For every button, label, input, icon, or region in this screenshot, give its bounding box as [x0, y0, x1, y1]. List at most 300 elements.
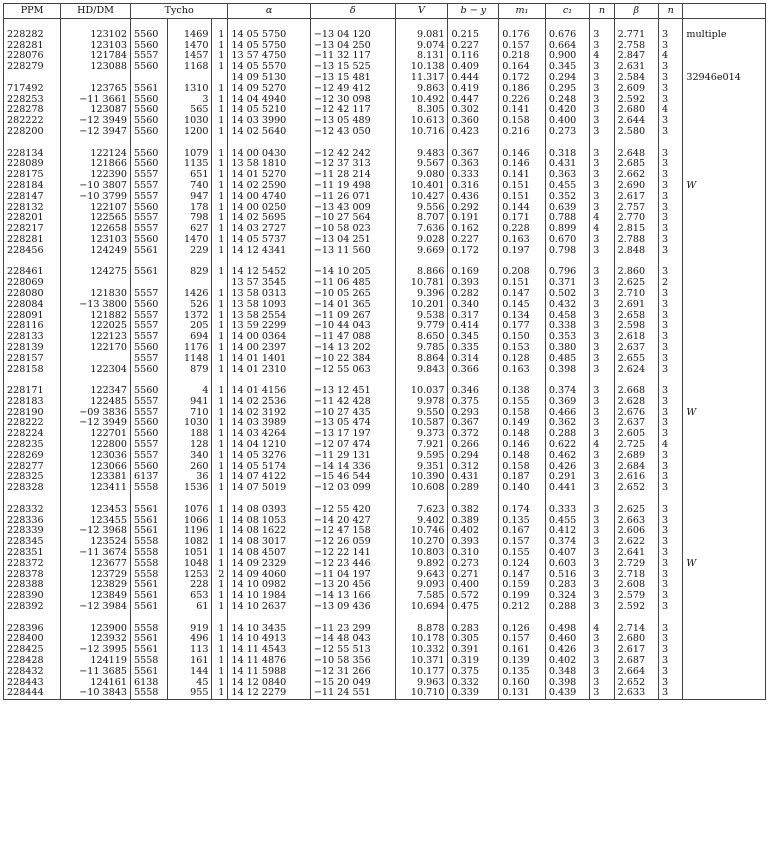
cell-tycho-zone: 5557 — [130, 170, 167, 181]
cell-tycho-zone: 5557 — [130, 51, 167, 62]
cell-tycho-number: 694 — [168, 332, 212, 343]
cell-tycho-component: 1 — [212, 95, 228, 106]
cell-b-y: 0.423 — [448, 127, 499, 138]
cell-v-mag: 8.131 — [395, 51, 448, 62]
cell-hd-dm: 123103 — [61, 41, 131, 52]
cell-m1: 0.157 — [499, 537, 546, 548]
cell-m1: 0.155 — [499, 548, 546, 559]
cell-v-mag: 9.538 — [395, 311, 448, 322]
cell-tycho-component: 1 — [212, 84, 228, 95]
cell-c1: 0.502 — [545, 289, 589, 300]
cell-beta: 2.652 — [614, 483, 658, 494]
cell-n1: 3 — [590, 483, 614, 494]
cell-hd-dm — [61, 354, 131, 365]
cell-alpha: 13 59 2299 — [228, 321, 311, 332]
cell-delta: −12 03 099 — [310, 483, 395, 494]
cell-c1: 0.431 — [545, 159, 589, 170]
cell-m1: 0.158 — [499, 408, 546, 419]
table-row — [4, 267, 766, 278]
spacer-cell — [614, 257, 658, 268]
cell-note — [683, 645, 766, 656]
table-row — [4, 41, 766, 52]
cell-hd-dm — [61, 73, 131, 84]
table-row — [4, 213, 766, 224]
cell-m1: 0.128 — [499, 354, 546, 365]
cell-note — [683, 537, 766, 548]
cell-hd-dm: 121784 — [61, 51, 131, 62]
col-beta-header: β — [614, 4, 658, 19]
table-row — [4, 516, 766, 527]
cell-m1: 0.146 — [499, 440, 546, 451]
cell-v-mag: 9.402 — [395, 516, 448, 527]
cell-b-y: 0.372 — [448, 429, 499, 440]
spacer-cell — [614, 138, 658, 149]
col-c1-header: c₁ — [545, 4, 589, 19]
spacer-cell — [228, 257, 311, 268]
cell-n2: 3 — [659, 95, 683, 106]
cell-v-mag: 10.746 — [395, 526, 448, 537]
cell-n2: 3 — [659, 526, 683, 537]
cell-v-mag: 7.623 — [395, 505, 448, 516]
table-row — [4, 397, 766, 408]
cell-tycho-zone: 5561 — [130, 580, 167, 591]
cell-ppm: 228084 — [4, 300, 61, 311]
cell-n2: 3 — [659, 591, 683, 602]
cell-v-mag: 7.921 — [395, 440, 448, 451]
cell-b-y: 0.293 — [448, 408, 499, 419]
cell-delta: −12 55 063 — [310, 365, 395, 376]
cell-b-y: 0.375 — [448, 397, 499, 408]
cell-hd-dm: 123453 — [61, 505, 131, 516]
cell-b-y: 0.375 — [448, 667, 499, 678]
cell-alpha: 14 10 4913 — [228, 634, 311, 645]
cell-b-y: 0.572 — [448, 591, 499, 602]
cell-beta: 2.622 — [614, 537, 658, 548]
cell-tycho-component: 1 — [212, 354, 228, 365]
cell-n1: 3 — [590, 30, 614, 41]
cell-n1: 3 — [590, 41, 614, 52]
cell-n2: 3 — [659, 645, 683, 656]
cell-beta: 2.710 — [614, 289, 658, 300]
cell-tycho-number: 1048 — [168, 559, 212, 570]
header-row — [4, 4, 766, 19]
cell-n1: 3 — [590, 656, 614, 667]
spacer-cell — [683, 19, 766, 30]
spacer-cell — [499, 613, 546, 624]
cell-hd-dm: 124275 — [61, 267, 131, 278]
cell-v-mag: 10.427 — [395, 192, 448, 203]
cell-tycho-zone: 5557 — [130, 224, 167, 235]
cell-tycho-zone: 5557 — [130, 181, 167, 192]
cell-tycho-zone — [130, 73, 167, 84]
cell-c1: 0.363 — [545, 170, 589, 181]
cell-hd-dm: 124249 — [61, 246, 131, 257]
cell-alpha: 14 00 2397 — [228, 343, 311, 354]
cell-alpha: 14 07 4122 — [228, 472, 311, 483]
cell-n2: 3 — [659, 602, 683, 613]
cell-n1: 3 — [590, 311, 614, 322]
cell-alpha: 14 09 5270 — [228, 84, 311, 95]
table-row — [4, 386, 766, 397]
cell-tycho-number: 1200 — [168, 127, 212, 138]
cell-hd-dm — [61, 278, 131, 289]
cell-n2: 4 — [659, 440, 683, 451]
cell-note — [683, 451, 766, 462]
cell-note — [683, 580, 766, 591]
cell-tycho-zone: 6137 — [130, 472, 167, 483]
cell-n1: 3 — [590, 84, 614, 95]
cell-delta: −11 24 551 — [310, 688, 395, 699]
cell-n1: 3 — [590, 634, 614, 645]
cell-v-mag: 10.371 — [395, 656, 448, 667]
cell-tycho-number: 4 — [168, 386, 212, 397]
cell-v-mag: 10.270 — [395, 537, 448, 548]
cell-b-y: 0.316 — [448, 181, 499, 192]
cell-alpha: 14 01 4156 — [228, 386, 311, 397]
cell-delta: −11 28 214 — [310, 170, 395, 181]
spacer-cell — [395, 375, 448, 386]
table-row — [4, 181, 766, 192]
cell-b-y: 0.345 — [448, 332, 499, 343]
table-row — [4, 440, 766, 451]
cell-n2: 3 — [659, 30, 683, 41]
cell-b-y: 0.227 — [448, 235, 499, 246]
cell-tycho-component: 2 — [212, 570, 228, 581]
cell-hd-dm: −11 3661 — [61, 95, 131, 106]
cell-n1: 3 — [590, 127, 614, 138]
cell-tycho-zone: 5557 — [130, 321, 167, 332]
table-row — [4, 62, 766, 73]
cell-v-mag: 9.351 — [395, 462, 448, 473]
cell-tycho-component: 1 — [212, 537, 228, 548]
cell-n2: 3 — [659, 267, 683, 278]
cell-m1: 0.216 — [499, 127, 546, 138]
cell-c1: 0.295 — [545, 84, 589, 95]
cell-tycho-component: 1 — [212, 62, 228, 73]
cell-beta: 2.788 — [614, 235, 658, 246]
cell-note — [683, 224, 766, 235]
cell-m1: 0.199 — [499, 591, 546, 602]
cell-note: 32946e014 — [683, 73, 766, 84]
cell-n2: 3 — [659, 311, 683, 322]
cell-hd-dm: −12 3949 — [61, 116, 131, 127]
cell-delta: −12 22 141 — [310, 548, 395, 559]
cell-c1: 0.283 — [545, 580, 589, 591]
cell-b-y: 0.319 — [448, 656, 499, 667]
table-row — [4, 645, 766, 656]
cell-note — [683, 688, 766, 699]
cell-hd-dm: 123066 — [61, 462, 131, 473]
cell-ppm: 228253 — [4, 95, 61, 106]
spacer-cell — [310, 257, 395, 268]
cell-n1: 3 — [590, 537, 614, 548]
cell-tycho-zone: 5558 — [130, 688, 167, 699]
spacer-cell — [4, 138, 61, 149]
cell-alpha: 14 01 5270 — [228, 170, 311, 181]
cell-m1: 0.124 — [499, 559, 546, 570]
table-row — [4, 365, 766, 376]
cell-tycho-number: 710 — [168, 408, 212, 419]
cell-delta: −12 55 420 — [310, 505, 395, 516]
cell-ppm: 228116 — [4, 321, 61, 332]
table-row — [4, 418, 766, 429]
cell-hd-dm: 122565 — [61, 213, 131, 224]
cell-beta: 2.680 — [614, 634, 658, 645]
cell-tycho-zone: 6138 — [130, 678, 167, 689]
cell-alpha: 14 00 0430 — [228, 149, 311, 160]
spacer-cell — [395, 138, 448, 149]
cell-ppm: 228269 — [4, 451, 61, 462]
cell-delta: −15 46 544 — [310, 472, 395, 483]
cell-tycho-zone — [130, 278, 167, 289]
cell-alpha: 14 11 4543 — [228, 645, 311, 656]
cell-n1: 4 — [590, 624, 614, 635]
col-delta-header: δ — [310, 4, 395, 19]
cell-c1: 0.622 — [545, 440, 589, 451]
cell-hd-dm: −10 3807 — [61, 181, 131, 192]
cell-tycho-number: 955 — [168, 688, 212, 699]
spacer-cell — [395, 19, 448, 30]
cell-b-y: 0.389 — [448, 516, 499, 527]
table-row — [4, 116, 766, 127]
cell-n1: 3 — [590, 235, 614, 246]
cell-b-y: 0.335 — [448, 343, 499, 354]
cell-note: W — [683, 408, 766, 419]
cell-tycho-number: 1082 — [168, 537, 212, 548]
cell-c1: 0.460 — [545, 634, 589, 645]
cell-m1: 0.126 — [499, 624, 546, 635]
spacer-cell — [499, 138, 546, 149]
cell-tycho-zone: 5561 — [130, 84, 167, 95]
cell-delta: −13 09 436 — [310, 602, 395, 613]
cell-note — [683, 354, 766, 365]
cell-m1: 0.164 — [499, 62, 546, 73]
cell-tycho-number: 1135 — [168, 159, 212, 170]
cell-delta: −14 48 043 — [310, 634, 395, 645]
cell-tycho-zone: 5558 — [130, 537, 167, 548]
cell-alpha: 14 12 4341 — [228, 246, 311, 257]
cell-hd-dm: 123524 — [61, 537, 131, 548]
cell-ppm: 228076 — [4, 51, 61, 62]
cell-tycho-component: 1 — [212, 105, 228, 116]
cell-tycho-number: 1253 — [168, 570, 212, 581]
table-row — [4, 278, 766, 289]
cell-b-y: 0.414 — [448, 321, 499, 332]
spacer-cell — [395, 613, 448, 624]
cell-c1: 0.398 — [545, 678, 589, 689]
cell-v-mag: 8.864 — [395, 354, 448, 365]
cell-c1: 0.441 — [545, 483, 589, 494]
cell-alpha: 14 05 5174 — [228, 462, 311, 473]
cell-v-mag: 9.843 — [395, 365, 448, 376]
cell-n2: 4 — [659, 105, 683, 116]
cell-hd-dm: 122658 — [61, 224, 131, 235]
cell-alpha: 14 05 3276 — [228, 451, 311, 462]
cell-tycho-number: 228 — [168, 580, 212, 591]
cell-delta: −11 32 117 — [310, 51, 395, 62]
spacer-cell — [448, 138, 499, 149]
cell-delta: −11 06 485 — [310, 278, 395, 289]
spacer-cell — [310, 494, 395, 505]
cell-c1: 0.407 — [545, 548, 589, 559]
cell-note — [683, 418, 766, 429]
cell-tycho-zone: 5560 — [130, 149, 167, 160]
cell-hd-dm: −09 3836 — [61, 408, 131, 419]
cell-delta: −10 27 435 — [310, 408, 395, 419]
cell-beta: 2.725 — [614, 440, 658, 451]
spacer-cell — [4, 19, 61, 30]
photometry-table — [3, 3, 766, 700]
cell-n1: 4 — [590, 213, 614, 224]
cell-n2: 3 — [659, 397, 683, 408]
cell-n1: 3 — [590, 321, 614, 332]
cell-tycho-number: 113 — [168, 645, 212, 656]
cell-c1: 0.402 — [545, 656, 589, 667]
spacer-cell — [130, 613, 167, 624]
cell-tycho-number: 1470 — [168, 41, 212, 52]
spacer-cell — [499, 375, 546, 386]
cell-note — [683, 267, 766, 278]
cell-v-mag: 9.080 — [395, 170, 448, 181]
cell-tycho-zone: 5560 — [130, 203, 167, 214]
table-row — [4, 84, 766, 95]
cell-n2: 3 — [659, 418, 683, 429]
spacer-cell — [499, 19, 546, 30]
cell-beta: 2.617 — [614, 192, 658, 203]
cell-tycho-zone: 5558 — [130, 483, 167, 494]
cell-v-mag: 10.613 — [395, 116, 448, 127]
cell-tycho-zone: 5557 — [130, 354, 167, 365]
cell-beta: 2.757 — [614, 203, 658, 214]
cell-tycho-number: 340 — [168, 451, 212, 462]
cell-tycho-component: 1 — [212, 580, 228, 591]
cell-v-mag: 10.781 — [395, 278, 448, 289]
cell-beta: 2.579 — [614, 591, 658, 602]
table-row — [4, 354, 766, 365]
cell-c1: 0.426 — [545, 462, 589, 473]
spacer-cell — [212, 19, 228, 30]
spacer-cell — [61, 138, 131, 149]
cell-v-mag: 8.866 — [395, 267, 448, 278]
cell-tycho-zone: 5558 — [130, 548, 167, 559]
cell-b-y: 0.400 — [448, 580, 499, 591]
cell-delta: −10 58 356 — [310, 656, 395, 667]
cell-m1: 0.147 — [499, 289, 546, 300]
cell-c1: 0.639 — [545, 203, 589, 214]
cell-tycho-component: 1 — [212, 451, 228, 462]
cell-n2: 3 — [659, 656, 683, 667]
group-spacer — [4, 613, 766, 624]
cell-tycho-number: 1051 — [168, 548, 212, 559]
cell-v-mag: 11.317 — [395, 73, 448, 84]
spacer-cell — [168, 613, 212, 624]
cell-c1: 0.498 — [545, 624, 589, 635]
cell-v-mag: 8.650 — [395, 332, 448, 343]
cell-v-mag: 9.483 — [395, 149, 448, 160]
cell-m1: 0.228 — [499, 224, 546, 235]
cell-tycho-zone: 5557 — [130, 192, 167, 203]
cell-tycho-number: 651 — [168, 170, 212, 181]
cell-alpha: 14 02 5640 — [228, 127, 311, 138]
cell-note — [683, 667, 766, 678]
cell-tycho-component: 1 — [212, 397, 228, 408]
cell-tycho-zone: 5560 — [130, 105, 167, 116]
cell-tycho-component: 1 — [212, 559, 228, 570]
cell-tycho-component: 1 — [212, 224, 228, 235]
cell-tycho-component: 1 — [212, 181, 228, 192]
spacer-cell — [310, 613, 395, 624]
cell-m1: 0.147 — [499, 570, 546, 581]
cell-tycho-component: 1 — [212, 116, 228, 127]
table-row — [4, 634, 766, 645]
cell-ppm: 228351 — [4, 548, 61, 559]
cell-ppm: 228158 — [4, 365, 61, 376]
cell-hd-dm: −12 3995 — [61, 645, 131, 656]
table-row — [4, 505, 766, 516]
cell-beta: 2.598 — [614, 321, 658, 332]
cell-tycho-number: 829 — [168, 267, 212, 278]
cell-n2: 3 — [659, 365, 683, 376]
cell-delta: −13 04 120 — [310, 30, 395, 41]
cell-beta: 2.625 — [614, 505, 658, 516]
spacer-cell — [614, 19, 658, 30]
cell-ppm: 228132 — [4, 203, 61, 214]
cell-note — [683, 149, 766, 160]
cell-n2: 3 — [659, 84, 683, 95]
cell-beta: 2.658 — [614, 311, 658, 322]
cell-n2: 3 — [659, 537, 683, 548]
cell-n2: 3 — [659, 548, 683, 559]
cell-beta: 2.592 — [614, 95, 658, 106]
table-row — [4, 289, 766, 300]
cell-n2: 3 — [659, 289, 683, 300]
cell-v-mag: 9.373 — [395, 429, 448, 440]
table-row — [4, 300, 766, 311]
cell-n2: 3 — [659, 451, 683, 462]
cell-beta: 2.718 — [614, 570, 658, 581]
col-tycho-header: Tycho — [130, 4, 227, 19]
cell-v-mag: 10.716 — [395, 127, 448, 138]
cell-beta: 2.616 — [614, 472, 658, 483]
cell-m1: 0.161 — [499, 645, 546, 656]
table-row — [4, 170, 766, 181]
cell-v-mag: 10.587 — [395, 418, 448, 429]
cell-hd-dm: 123102 — [61, 30, 131, 41]
cell-b-y: 0.346 — [448, 386, 499, 397]
spacer-cell — [212, 375, 228, 386]
cell-alpha: 14 01 2310 — [228, 365, 311, 376]
table-row — [4, 483, 766, 494]
cell-c1: 0.788 — [545, 213, 589, 224]
cell-alpha: 14 08 3017 — [228, 537, 311, 548]
spacer-cell — [590, 613, 614, 624]
cell-beta: 2.652 — [614, 678, 658, 689]
cell-ppm: 228171 — [4, 386, 61, 397]
cell-v-mag: 7.636 — [395, 224, 448, 235]
cell-n1: 3 — [590, 526, 614, 537]
cell-n2: 3 — [659, 321, 683, 332]
cell-tycho-zone: 5557 — [130, 311, 167, 322]
cell-ppm: 228069 — [4, 278, 61, 289]
cell-hd-dm: 122390 — [61, 170, 131, 181]
cell-c1: 0.248 — [545, 95, 589, 106]
cell-tycho-number: 161 — [168, 656, 212, 667]
cell-v-mag: 10.178 — [395, 634, 448, 645]
col-n1-header: n — [590, 4, 614, 19]
cell-tycho-zone: 5560 — [130, 300, 167, 311]
cell-tycho-component: 1 — [212, 645, 228, 656]
cell-tycho-zone: 5557 — [130, 408, 167, 419]
